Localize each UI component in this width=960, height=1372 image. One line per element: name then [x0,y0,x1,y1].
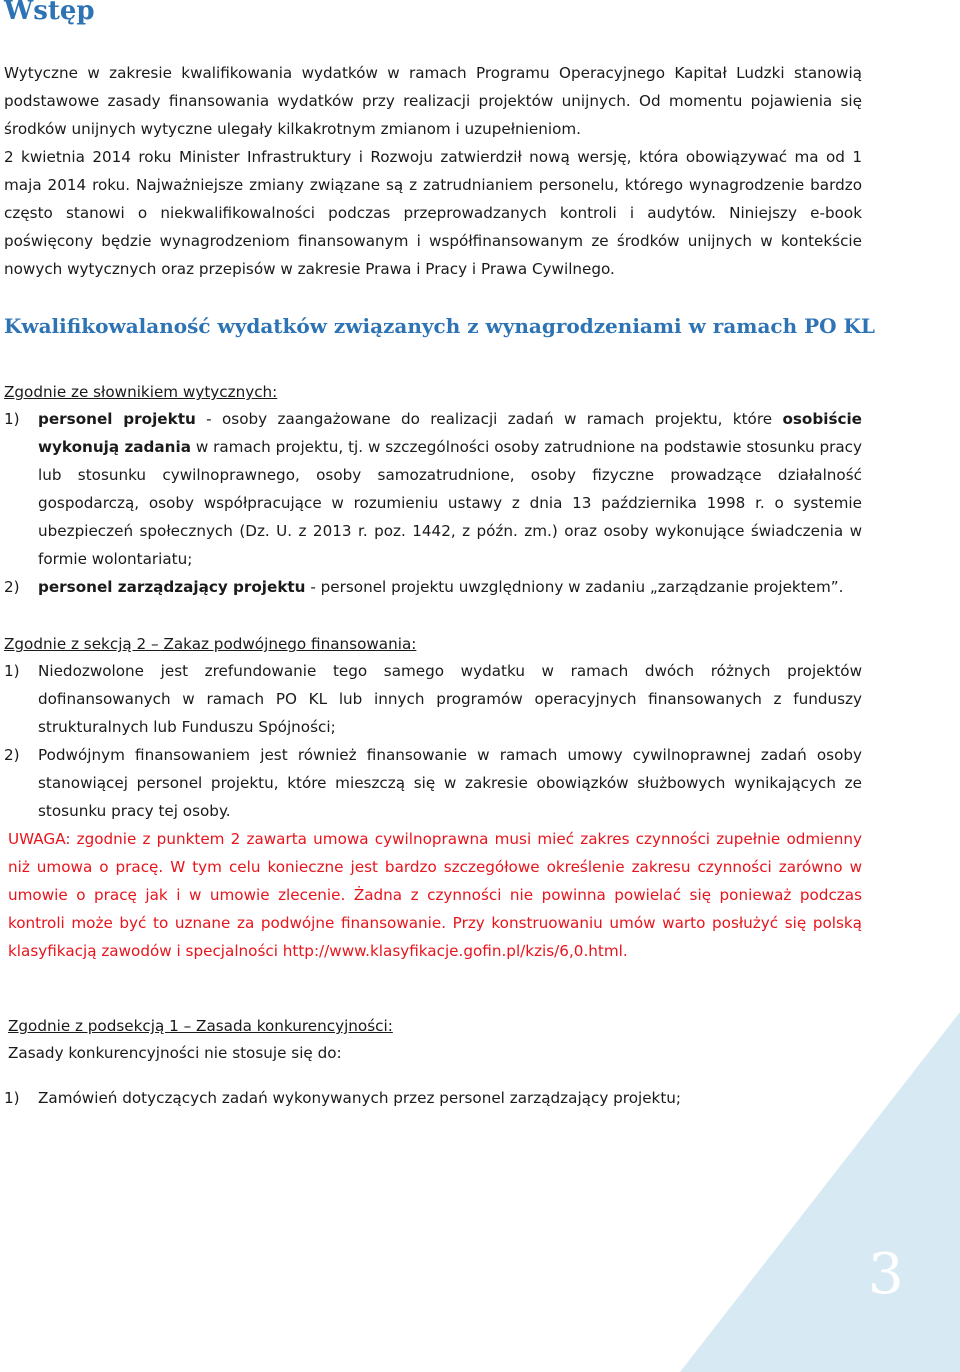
list-item [4,657,862,741]
list-item [4,573,862,601]
section-title: Kwalifikowalaność wydatków związanych z wynagrodzeniami w ramach PO KL [4,314,875,338]
page-number: 3 [868,1242,904,1307]
list-number: 1) [4,662,20,680]
section2-heading: Zgodnie z sekcją 2 – Zakaz podwójnego finansowania: [4,635,417,653]
list-item [4,1084,862,1112]
list-item [4,741,862,825]
page-title: Wstęp [4,0,95,26]
glossary-heading: Zgodnie ze słownikiem wytycznych: [4,383,278,401]
definition-text: - osoby zaangażowane do realizacji zadań w ramach projektu, które [195,410,783,428]
intro-paragraph-2: 2 kwietnia 2014 roku Minister Infrastruktury i Rozwoju zatwierdził nową wersję, która obowiązywać ma od 1 maja 2014 roku. Najważniejsze zmiany związane są z zatrudnianiem personelu, którego wynagrodzenie bardzo często stanowi o niekwalifikowalności podczas przeprowadzanych kontroli i audytów. Niniejszy e-book poświęcony będzie wynagrodzeniom finansowanym i współfinansowanym ze środków unijnych w kontekście nowych wytycznych oraz przepisów w zakresie Prawa i Pracy i Prawa Cywilnego. [4,148,862,278]
emphasis: osobiście wykonują zadania [38,410,862,456]
list-number: 1) [4,410,20,428]
definition-text: w ramach projektu, tj. w szczególności osoby zatrudnione na podstawie stosunku pracy lub stosunku cywilnoprawnego, osoby samozatrudnione, osoby fizyczne prowadzące działalność gospodarczą, osoby współpracujące w rozumieniu ustawy z dnia 13 października 1998 r. o systemie ubezpieczeń społecznych (Dz. U. z 2013 r. poz. 1442, z późn. zm.) oraz osoby wykonujące świadczenia w formie wolontariatu; [38,438,862,568]
list-text: Podwójnym finansowaniem jest również finansowanie w ramach umowy cywilnoprawnej zadań osoby stanowiącej personel projektu, które mieszczą się w zakresie obowiązków służbowych wynikających ze stosunku pracy tej osoby. [38,746,862,820]
list-number: 2) [4,578,20,596]
list-number: 1) [4,1089,20,1107]
definition-text: - personel projektu uwzględniony w zadaniu „zarządzanie projektem”. [305,578,844,596]
list-item [4,405,862,573]
term: personel zarządzający projektu [38,578,306,596]
corner-decoration [680,1012,960,1372]
list-text: Niedozwolone jest zrefundowanie tego samego wydatku w ramach dwóch różnych projektów dofinansowanych w ramach PO KL lub innych programów operacyjnych finansowanych z funduszy strukturalnych lub Funduszu Spójności; [38,662,862,736]
subsection1-intro: Zasady konkurencyjności nie stosuje się do: [8,1044,342,1062]
list-number: 2) [4,746,20,764]
warning-note: UWAGA: zgodnie z punktem 2 zawarta umowa cywilnoprawna musi mieć zakres czynności zupełnie odmienny niż umowa o pracę. W tym celu konieczne jest bardzo szczegółowe określenie zakresu czynności zarówno w umowie o pracę jak i w umowie zlecenie. Żadna z czynności nie powinna powielać się ponieważ podczas kontroli może być to uznane za podwójne finansowanie. Przy konstruowaniu umów warto posłużyć się polską klasyfikacją zawodów i specjalności http://www.klasyfikacje.gofin.pl/kzis/6,0.html. [8,830,862,960]
term: personel projektu [38,410,196,428]
subsection1-heading: Zgodnie z podsekcją 1 – Zasada konkurencyjności: [8,1017,393,1035]
intro-paragraph-1: Wytyczne w zakresie kwalifikowania wydatków w ramach Programu Operacyjnego Kapitał Ludzki stanowią podstawowe zasady finansowania wydatków przy realizacji projektów unijnych. Od momentu pojawienia się środków unijnych wytyczne ulegały kilkakrotnym zmianom i uzupełnieniom. [4,64,862,138]
list-text: Zamówień dotyczących zadań wykonywanych przez personel zarządzający projektu; [38,1089,682,1107]
